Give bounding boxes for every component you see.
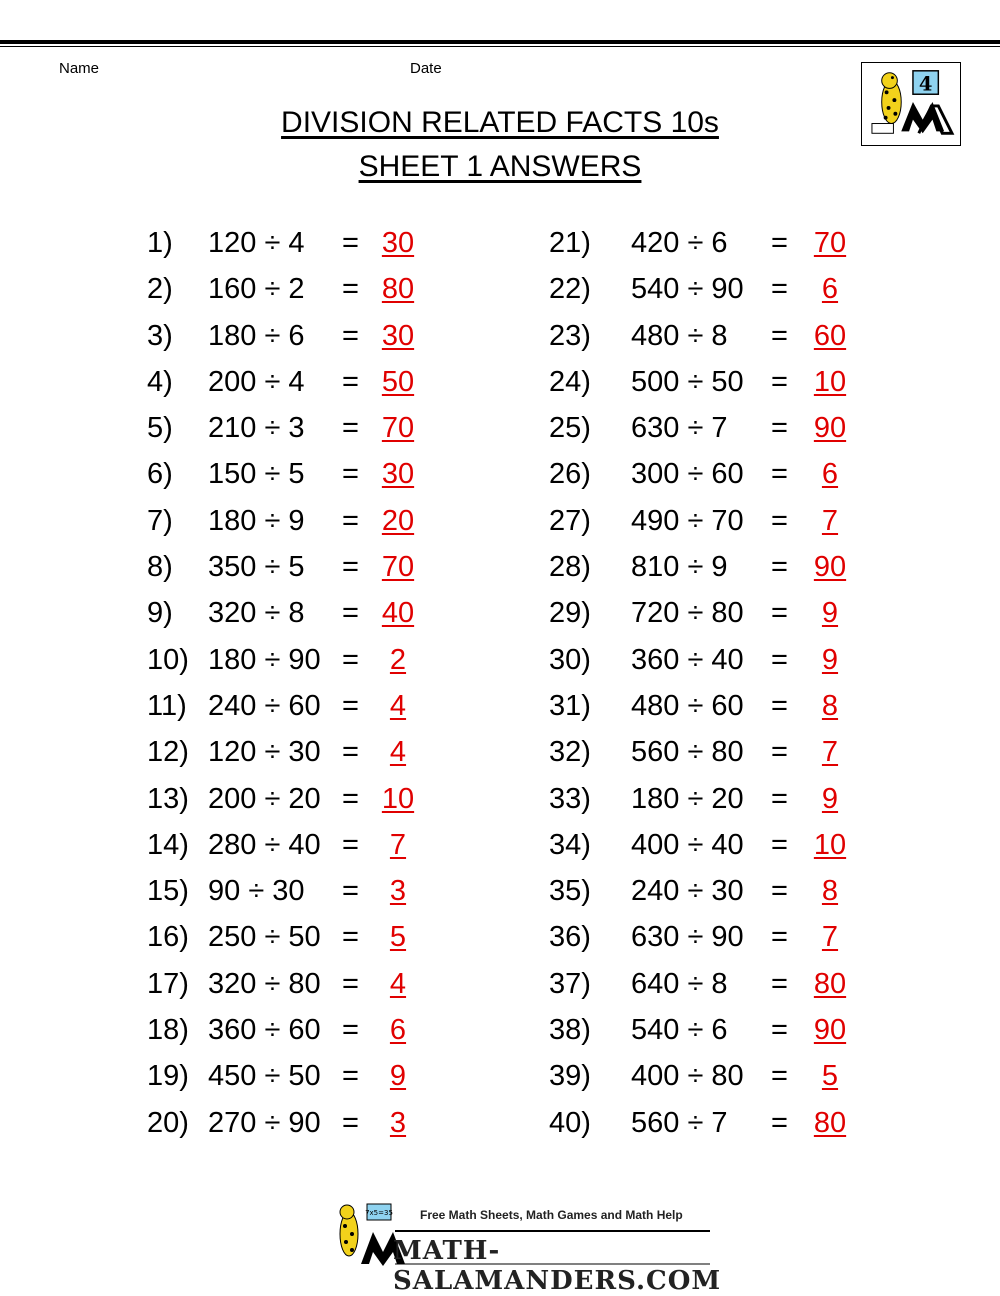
problem-answer: 7	[821, 504, 839, 537]
equals-sign: =	[771, 828, 788, 861]
problem-expression: 180 ÷ 6	[208, 319, 305, 352]
equals-sign: =	[342, 689, 359, 722]
problem-expression: 500 ÷ 50	[631, 365, 744, 398]
problem-answer: 40	[381, 597, 415, 630]
problem-number: 26)	[549, 458, 591, 491]
problem-row	[147, 451, 477, 497]
problem-answer: 5	[821, 1060, 839, 1093]
problem-row	[549, 590, 879, 636]
problem-number: 39)	[549, 1060, 591, 1093]
problem-answer: 9	[389, 1060, 407, 1093]
problem-row	[549, 1053, 879, 1099]
problem-number: 1)	[147, 227, 173, 259]
problem-row	[147, 1007, 477, 1053]
problem-expression: 150 ÷ 5	[208, 458, 305, 491]
problem-number: 21)	[549, 227, 591, 259]
problem-expression: 300 ÷ 60	[631, 458, 744, 491]
problem-expression: 540 ÷ 90	[631, 273, 744, 306]
problem-answer: 90	[813, 412, 847, 445]
problem-number: 16)	[147, 921, 189, 954]
problem-number: 10)	[147, 643, 189, 676]
footer-sign-text: 7x5=35	[365, 1209, 393, 1217]
problem-expression: 120 ÷ 30	[208, 736, 321, 769]
problem-row	[549, 637, 879, 683]
problem-row	[549, 544, 879, 590]
problem-number: 27)	[549, 504, 591, 537]
problem-answer: 4	[389, 689, 407, 722]
problem-answer: 10	[813, 828, 847, 861]
problem-answer: 2	[389, 643, 407, 676]
page-subtitle: SHEET 1 ANSWERS	[358, 150, 642, 183]
equals-sign: =	[771, 1060, 788, 1093]
problem-expression: 240 ÷ 30	[631, 875, 744, 908]
problem-answer: 80	[813, 967, 847, 1000]
problem-number: 36)	[549, 921, 591, 954]
problem-row	[549, 359, 879, 405]
equals-sign: =	[771, 227, 788, 259]
problem-expression: 160 ÷ 2	[208, 273, 305, 306]
problem-row	[147, 637, 477, 683]
problem-number: 37)	[549, 967, 591, 1000]
problem-row	[147, 313, 477, 359]
problem-expression: 350 ÷ 5	[208, 551, 305, 584]
problem-row	[549, 405, 879, 451]
page-title: DIVISION RELATED FACTS 10s	[281, 106, 719, 139]
problem-answer: 70	[381, 551, 415, 584]
equals-sign: =	[771, 504, 788, 537]
problem-answer: 3	[389, 1106, 407, 1139]
problem-row	[549, 1100, 879, 1146]
problem-answer: 80	[813, 1106, 847, 1139]
problem-expression: 360 ÷ 40	[631, 643, 744, 676]
problem-number: 11)	[147, 689, 187, 722]
problem-number: 33)	[549, 782, 591, 815]
problem-number: 14)	[147, 828, 189, 861]
problem-answer: 70	[813, 227, 847, 259]
footer-tagline: Free Math Sheets, Math Games and Math Help	[420, 1208, 683, 1222]
problems-column-left	[147, 220, 477, 1146]
equals-sign: =	[771, 551, 788, 584]
equals-sign: =	[342, 597, 359, 630]
problem-row	[147, 590, 477, 636]
problem-number: 20)	[147, 1106, 189, 1139]
problem-row	[549, 776, 879, 822]
equals-sign: =	[342, 412, 359, 445]
problem-row	[147, 822, 477, 868]
problem-expression: 720 ÷ 80	[631, 597, 744, 630]
problem-answer: 90	[813, 551, 847, 584]
problem-answer: 8	[821, 689, 839, 722]
problem-expression: 200 ÷ 20	[208, 782, 321, 815]
equals-sign: =	[771, 921, 788, 954]
footer-brand: MATH-SALAMANDERS.COM	[393, 1236, 722, 1296]
equals-sign: =	[342, 828, 359, 861]
problem-answer: 20	[381, 504, 415, 537]
problem-number: 15)	[147, 875, 189, 908]
problem-number: 3)	[147, 319, 173, 352]
equals-sign: =	[342, 319, 359, 352]
problem-expression: 270 ÷ 90	[208, 1106, 321, 1139]
problem-answer: 30	[381, 319, 415, 352]
problem-number: 40)	[549, 1106, 591, 1139]
problem-row	[549, 914, 879, 960]
problem-expression: 630 ÷ 7	[631, 412, 728, 445]
problem-answer: 10	[813, 365, 847, 398]
equals-sign: =	[342, 458, 359, 491]
problem-row	[147, 729, 477, 775]
problem-number: 25)	[549, 412, 591, 445]
equals-sign: =	[342, 1106, 359, 1139]
problem-answer: 8	[821, 875, 839, 908]
problem-number: 8)	[147, 551, 173, 584]
problem-row	[549, 683, 879, 729]
problem-expression: 90 ÷ 30	[208, 875, 305, 908]
salamander-logo-icon	[862, 63, 960, 145]
problem-number: 32)	[549, 736, 591, 769]
problem-number: 18)	[147, 1014, 189, 1047]
problem-row	[549, 266, 879, 312]
top-rule	[0, 40, 1000, 44]
problem-expression: 180 ÷ 9	[208, 504, 305, 537]
problem-row	[147, 266, 477, 312]
problem-answer: 30	[381, 458, 415, 491]
date-label: Date	[410, 60, 442, 77]
problem-answer: 5	[389, 921, 407, 954]
problem-number: 13)	[147, 782, 189, 815]
problem-row	[147, 914, 477, 960]
problem-answer: 30	[381, 227, 415, 259]
problem-answer: 6	[389, 1014, 407, 1047]
problem-expression: 180 ÷ 90	[208, 643, 321, 676]
problem-answer: 9	[821, 597, 839, 630]
problem-number: 2)	[147, 273, 173, 306]
problem-expression: 480 ÷ 8	[631, 319, 728, 352]
equals-sign: =	[771, 273, 788, 306]
problem-expression: 320 ÷ 8	[208, 597, 305, 630]
equals-sign: =	[771, 365, 788, 398]
problem-number: 24)	[549, 365, 591, 398]
problem-number: 5)	[147, 412, 173, 445]
equals-sign: =	[342, 643, 359, 676]
problem-answer: 6	[821, 458, 839, 491]
problem-expression: 180 ÷ 20	[631, 782, 744, 815]
problem-answer: 90	[813, 1014, 847, 1047]
equals-sign: =	[342, 1014, 359, 1047]
problem-answer: 4	[389, 967, 407, 1000]
problem-row	[549, 729, 879, 775]
problem-row	[147, 359, 477, 405]
problem-answer: 9	[821, 782, 839, 815]
problem-expression: 490 ÷ 70	[631, 504, 744, 537]
equals-sign: =	[342, 967, 359, 1000]
problem-number: 7)	[147, 504, 173, 537]
problem-expression: 200 ÷ 4	[208, 365, 305, 398]
problem-expression: 560 ÷ 80	[631, 736, 744, 769]
equals-sign: =	[342, 1060, 359, 1093]
problem-row	[549, 822, 879, 868]
equals-sign: =	[771, 643, 788, 676]
problem-number: 4)	[147, 365, 173, 398]
problem-row	[147, 961, 477, 1007]
problem-row	[147, 405, 477, 451]
equals-sign: =	[771, 689, 788, 722]
name-label: Name	[59, 60, 100, 77]
problem-row	[147, 868, 477, 914]
problem-number: 31)	[549, 689, 591, 722]
equals-sign: =	[771, 1014, 788, 1047]
problem-expression: 240 ÷ 60	[208, 689, 321, 722]
problem-answer: 3	[389, 875, 407, 908]
equals-sign: =	[771, 1106, 788, 1139]
problem-answer: 70	[381, 412, 415, 445]
problem-row	[549, 220, 879, 266]
equals-sign: =	[771, 782, 788, 815]
problem-row	[147, 683, 477, 729]
equals-sign: =	[342, 365, 359, 398]
problem-expression: 450 ÷ 50	[208, 1060, 321, 1093]
problem-answer: 7	[821, 921, 839, 954]
problem-expression: 420 ÷ 6	[631, 227, 728, 259]
problem-row	[549, 961, 879, 1007]
problem-answer: 50	[381, 365, 415, 398]
problem-row	[549, 1007, 879, 1053]
top-rule-thin	[0, 46, 1000, 47]
footer-logo	[325, 1198, 722, 1296]
problem-answer: 80	[381, 273, 415, 306]
equals-sign: =	[771, 597, 788, 630]
problem-number: 19)	[147, 1060, 189, 1093]
equals-sign: =	[342, 227, 359, 259]
problem-answer: 60	[813, 319, 847, 352]
problem-number: 28)	[549, 551, 591, 584]
problem-row	[549, 451, 879, 497]
problem-row	[147, 544, 477, 590]
problem-number: 23)	[549, 319, 591, 352]
problem-row	[549, 498, 879, 544]
problem-answer: 7	[821, 736, 839, 769]
equals-sign: =	[342, 273, 359, 306]
problem-answer: 7	[389, 828, 407, 861]
problem-row	[549, 313, 879, 359]
problem-answer: 10	[381, 782, 415, 815]
equals-sign: =	[771, 319, 788, 352]
problem-number: 9)	[147, 597, 173, 630]
equals-sign: =	[342, 551, 359, 584]
equals-sign: =	[771, 875, 788, 908]
equals-sign: =	[342, 736, 359, 769]
problem-expression: 400 ÷ 80	[631, 1060, 744, 1093]
equals-sign: =	[342, 875, 359, 908]
problem-row	[147, 1053, 477, 1099]
problem-answer: 9	[821, 643, 839, 676]
equals-sign: =	[771, 736, 788, 769]
problem-expression: 360 ÷ 60	[208, 1014, 321, 1047]
problems-column-right	[549, 220, 879, 1146]
problem-expression: 810 ÷ 9	[631, 551, 728, 584]
problem-row	[147, 1100, 477, 1146]
problem-row	[147, 498, 477, 544]
problem-number: 38)	[549, 1014, 591, 1047]
problem-row	[549, 868, 879, 914]
problem-expression: 560 ÷ 7	[631, 1106, 728, 1139]
problem-row	[147, 776, 477, 822]
equals-sign: =	[342, 782, 359, 815]
problem-answer: 6	[821, 273, 839, 306]
problem-expression: 320 ÷ 80	[208, 967, 321, 1000]
problem-number: 30)	[549, 643, 591, 676]
problem-number: 17)	[147, 967, 189, 1000]
problem-number: 22)	[549, 273, 591, 306]
grade-digit: 4	[918, 72, 933, 96]
problem-expression: 630 ÷ 90	[631, 921, 744, 954]
problem-expression: 280 ÷ 40	[208, 828, 321, 861]
problem-number: 29)	[549, 597, 591, 630]
problem-expression: 210 ÷ 3	[208, 412, 305, 445]
problem-number: 12)	[147, 736, 189, 769]
problem-row	[147, 220, 477, 266]
problem-expression: 640 ÷ 8	[631, 967, 728, 1000]
problem-number: 34)	[549, 828, 591, 861]
problem-number: 35)	[549, 875, 591, 908]
equals-sign: =	[771, 458, 788, 491]
problem-answer: 4	[389, 736, 407, 769]
equals-sign: =	[342, 504, 359, 537]
equals-sign: =	[771, 967, 788, 1000]
problem-expression: 540 ÷ 6	[631, 1014, 728, 1047]
problem-expression: 400 ÷ 40	[631, 828, 744, 861]
problem-number: 6)	[147, 458, 173, 491]
equals-sign: =	[771, 412, 788, 445]
equals-sign: =	[342, 921, 359, 954]
problem-expression: 250 ÷ 50	[208, 921, 321, 954]
problem-expression: 120 ÷ 4	[208, 227, 305, 259]
problem-expression: 480 ÷ 60	[631, 689, 744, 722]
grade-logo	[861, 62, 961, 146]
